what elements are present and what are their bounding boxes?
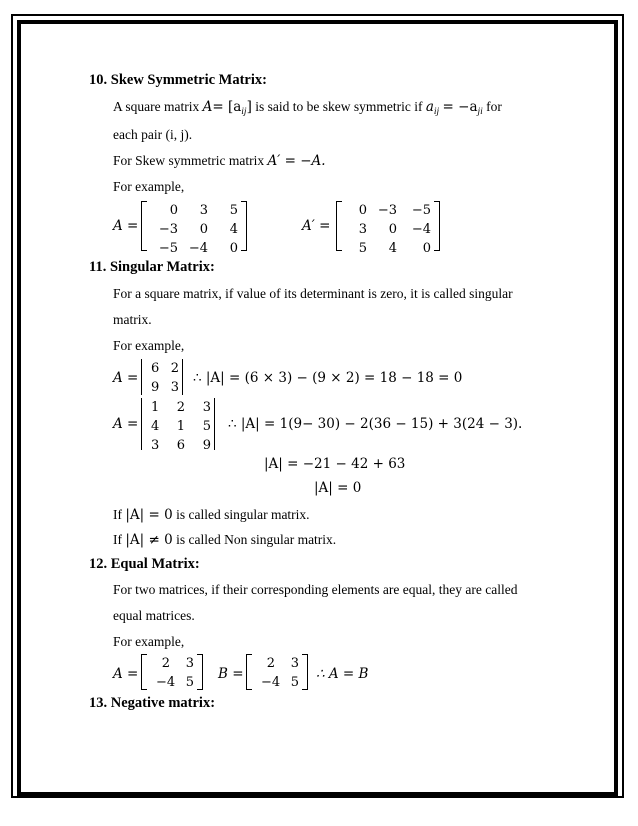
matrix-cell: 4 (151, 419, 160, 434)
matrix-cell: 3 (199, 203, 208, 218)
matrix-cell: 0 (169, 203, 178, 218)
heading-negative: 13. Negative matrix: (89, 695, 216, 711)
example-label: For example, (113, 338, 185, 353)
matrix-cell: −4 (411, 222, 431, 237)
singular-definition-line2: matrix. (113, 312, 152, 327)
matrix-cell: 3 (290, 656, 299, 671)
determinant-3x3-result: |A| = 0 (314, 480, 362, 496)
matrix-A-label: A = (113, 666, 139, 682)
matrix-cell: −4 (261, 675, 281, 690)
matrix-A-label: A = (113, 218, 139, 234)
skew-definition-line2: each pair (i, j). (113, 127, 193, 142)
matrix-cell: 5 (202, 419, 211, 434)
matrix-cell: −3 (158, 222, 178, 237)
matrix-cell: 3 (170, 380, 179, 395)
matrix-A-equal (141, 654, 203, 690)
matrix-cell: 0 (358, 203, 367, 218)
determinant-3x3-sum: |A| = −21 − 42 + 63 (264, 456, 406, 472)
matrix-cell: 6 (151, 361, 160, 376)
matrix-cell: 4 (229, 222, 238, 237)
matrix-cell: 3 (358, 222, 367, 237)
matrix-B-equal (246, 654, 308, 690)
determinant-3x3-expansion: ∴ |A| = 1(9− 30) − 2(36 − 15) + 3(24 − 3). (228, 416, 523, 432)
matrix-cell: 5 (358, 241, 367, 256)
matrix-cell: 2 (161, 656, 170, 671)
matrix-cell: 0 (199, 222, 208, 237)
matrix-cell: 0 (422, 241, 431, 256)
matrix-cell: 0 (229, 241, 238, 256)
matrix-cell: 2 (266, 656, 275, 671)
singular-definition-line1: For a square matrix, if value of its determinant is zero, it is called singular (113, 286, 513, 301)
skew-definition-line: A square matrix $A= [a_{ij}]$ is said to be skew symmetric if $a_{ij} = -a_{ji}$ for (113, 99, 502, 117)
matrix-cell: −4 (188, 241, 208, 256)
example-label: For example, (113, 179, 185, 194)
matrix-cell: 3 (185, 656, 194, 671)
matrix-cell: 3 (151, 438, 160, 453)
matrix-cell: 9 (151, 380, 160, 395)
singular-condition: If |A| = 0 is called singular matrix. (113, 507, 310, 523)
matrix-cell: 6 (176, 438, 185, 453)
matrix-cell: 9 (202, 438, 211, 453)
matrix-cell: 5 (229, 203, 238, 218)
matrix-cell: 4 (388, 241, 397, 256)
heading-skew-symmetric: 10. Skew Symmetric Matrix: (89, 72, 267, 88)
matrix-A2-label: A = (113, 416, 139, 432)
matrix-cell: 2 (176, 400, 185, 415)
matrix-cell: −5 (411, 203, 431, 218)
matrix-cell: 2 (170, 361, 179, 376)
heading-singular: 11. Singular Matrix: (89, 259, 215, 275)
equal-conclusion: ∴ A = B (316, 666, 369, 682)
matrix-A1-label: A = (113, 370, 139, 386)
matrix-cell: 5 (290, 675, 299, 690)
matrix-cell: 1 (176, 419, 185, 434)
equal-definition-line2: equal matrices. (113, 608, 195, 623)
matrix-cell: 3 (202, 400, 211, 415)
matrix-cell: −5 (158, 241, 178, 256)
determinant-3x3 (141, 398, 215, 453)
determinant-2x2 (141, 359, 183, 395)
determinant-2x2-calc: ∴ |A| = (6 × 3) − (9 × 2) = 18 − 18 = 0 (193, 370, 463, 386)
matrix-cell: −4 (156, 675, 176, 690)
matrix-B-label: B = (218, 666, 244, 682)
example-label: For example, (113, 634, 185, 649)
matrix-A-skew (141, 201, 247, 256)
matrix-cell: 0 (388, 222, 397, 237)
equal-definition-line1: For two matrices, if their corresponding elements are equal, they are called (113, 582, 518, 597)
matrix-cell: −3 (377, 203, 397, 218)
matrix-A-transpose-label: A′ = (302, 218, 331, 234)
skew-transpose-rule: For Skew symmetric matrix A′ = −A. (113, 153, 326, 169)
heading-equal: 12. Equal Matrix: (89, 556, 200, 572)
non-singular-condition: If |A| ≠ 0 is called Non singular matrix. (113, 532, 337, 548)
matrix-cell: 1 (151, 400, 160, 415)
matrix-cell: 5 (185, 675, 194, 690)
matrix-A-transpose (336, 201, 440, 256)
